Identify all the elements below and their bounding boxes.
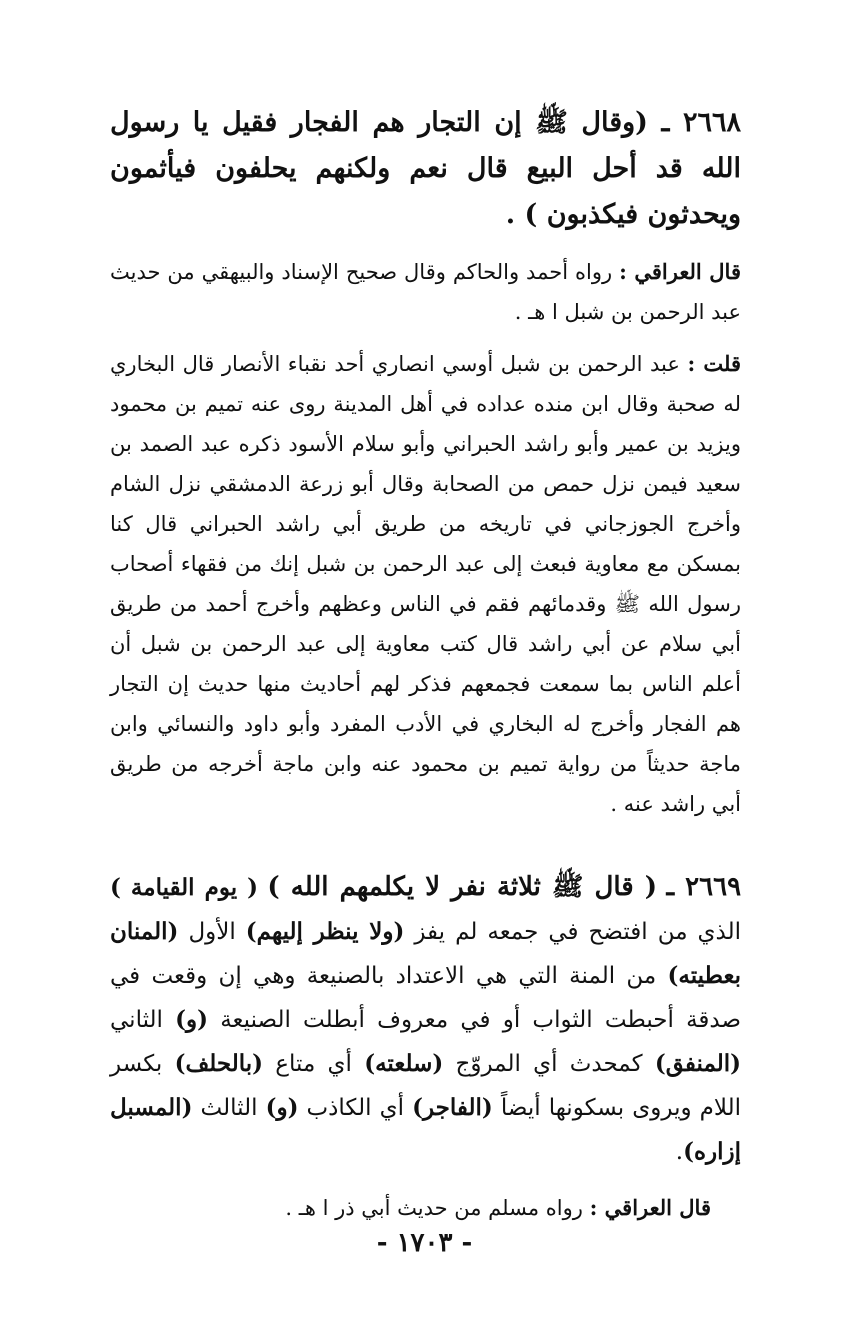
matn-segment: (بالحلف) <box>174 1050 264 1077</box>
qult-label: قلت : <box>687 351 741 376</box>
matn-segment: ( يوم القيامة ) <box>110 874 259 901</box>
matn-segment: (المسبل إزاره) <box>110 1094 741 1165</box>
commentary-segment: . <box>675 1139 684 1165</box>
matn-segment: (و) <box>175 1006 208 1033</box>
qult-note-2668 <box>110 344 741 824</box>
iraqi-label: قال العراقي : <box>589 1195 711 1220</box>
matn-segment: (الفاجر) <box>412 1094 493 1121</box>
hadith-2669-number: ٢٦٦٩ ـ <box>666 872 742 902</box>
hadith-2669-commentary <box>110 866 741 1174</box>
hadith-2668-heading: ٢٦٦٨ ـ (وقال ﷺ إن التجار هم الفجار فقيل يا رسول الله قد أحل البيع قال نعم ولكنهم يحلفون فيأثمون ويحدثون فيكذبون ) . <box>110 107 741 230</box>
commentary-segment: الثاني <box>110 1007 163 1033</box>
matn-segment: (و) <box>265 1094 299 1121</box>
commentary-segment: أي الكاذب <box>306 1095 404 1121</box>
commentary-segment: أي متاع <box>275 1051 352 1077</box>
matn-segment: (ولا ينظر إليهم) <box>245 918 405 945</box>
iraqi-text: رواه مسلم من حديث أبي ذر ا هـ . <box>285 1196 583 1220</box>
qult-text: عبد الرحمن بن شبل أوسي انصاري أحد نقباء الأنصار قال البخاري له صحبة وقال ابن منده عداده في أهل المدينة روى عنه تميم بن محمود ويزيد بن عمير وأبو راشد الحبراني وأبو سلام الأسود ذكره عبد الصمد بن سعيد فيمن نزل حمص من الصحابة وقال أبو زرعة الدمشقي نزل الشام وأخرج الجوزجاني في تاريخه من طريق أبي راشد الحبراني قال كنا بمسكن مع معاوية فبعث إلى عبد الرحمن بن شبل إنك من فقهاء أصحاب رسول الله ﷺ وقدمائهم فقم في الناس وعظهم وأخرج أحمد من طريق أبي سلام عن أبي راشد قال كتب معاوية إلى عبد الرحمن بن شبل أن أعلم الناس بما سمعت فجمعهم فذكر لهم أحاديث منها حديث إن التجار هم الفجار وأخرج له البخاري في الأدب المفرد وأبو داود والنسائي وابن ماجة حديثاً من رواية تميم بن محمود عنه وابن ماجة أخرجه من طريق أبي راشد عنه . <box>110 352 741 816</box>
hadith-2669-matn: ( قال ﷺ ثلاثة نفر لا يكلمهم الله ) <box>267 872 658 902</box>
matn-segment: (المنان بعطيته) <box>110 918 741 989</box>
commentary-segment: الثالث <box>200 1095 258 1121</box>
page-number: - ١٧٠٣ - <box>376 1228 473 1258</box>
matn-segment: (المنفق) <box>654 1050 742 1077</box>
commentary-segment: كمحدث أي المروّج <box>455 1051 643 1077</box>
iraqi-label: قال العراقي : <box>619 259 741 284</box>
iraqi-text: رواه أحمد والحاكم وقال صحيح الإسناد والبيهقي من حديث عبد الرحمن بن شبل ا هـ . <box>110 260 741 324</box>
matn-segment: (سلعته) <box>364 1050 444 1077</box>
commentary-segment: من المنة التي هي الاعتداد بالصنيعة وهي إن وقعت في صدقة أحبطت الثواب أو في معروف أبطلت الصنيعة <box>110 963 742 1033</box>
iraqi-note-2669 <box>110 1188 741 1228</box>
commentary-segment: بكسر اللام ويروى بسكونها أيضاً <box>110 1051 742 1121</box>
commentary-segment: الذي من افتضح في جمعه لم يفز <box>414 919 742 945</box>
commentary-segment: الأول <box>188 919 236 945</box>
iraqi-note-2668 <box>110 252 741 332</box>
